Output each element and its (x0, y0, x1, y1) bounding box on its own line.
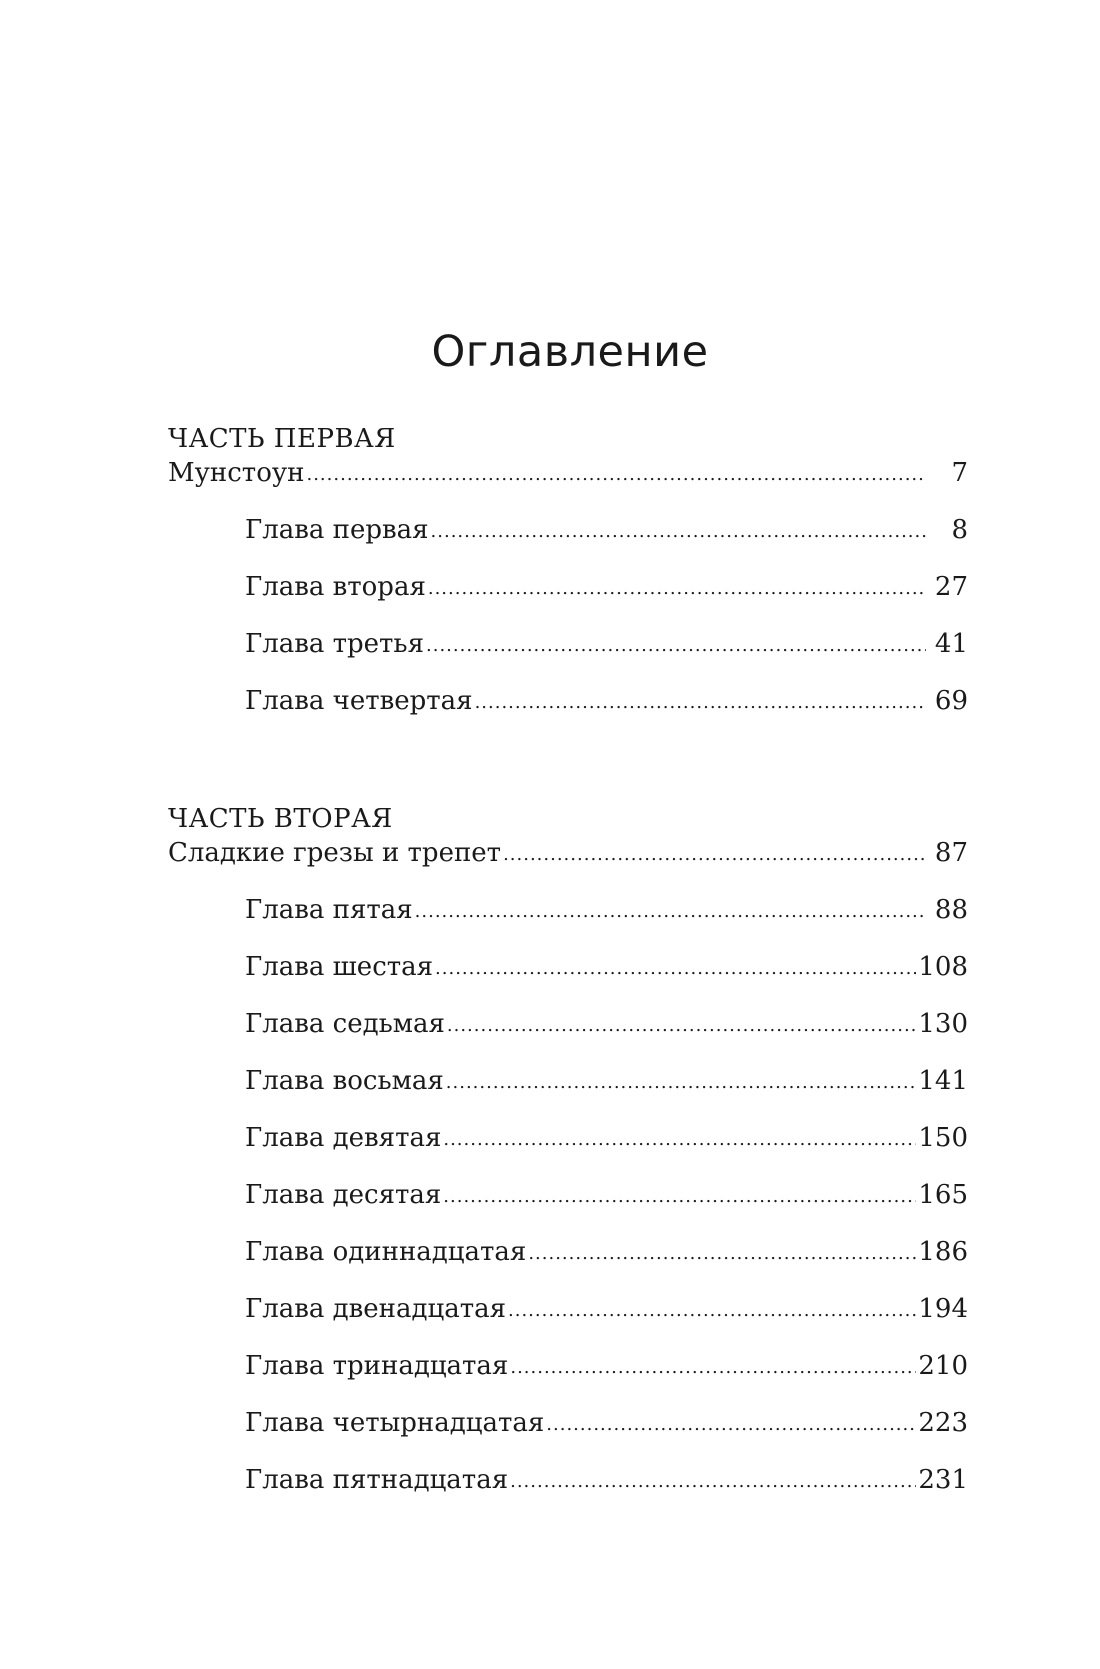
toc-page-number: 141 (918, 1066, 968, 1096)
page-title: Оглавление (431, 326, 709, 377)
dot-leader (510, 1348, 916, 1385)
dot-leader (546, 1405, 916, 1442)
dot-leader (475, 683, 926, 720)
toc-chapter-row[interactable] (245, 627, 968, 661)
dot-leader (426, 626, 926, 663)
toc-page-number: 130 (918, 1009, 968, 1039)
toc-chapter-row[interactable] (245, 1406, 968, 1440)
toc-chapter-row[interactable] (245, 893, 968, 927)
toc-page-number: 223 (918, 1408, 968, 1438)
toc-chapter-row[interactable] (245, 570, 968, 604)
toc-page-number: 8 (951, 515, 968, 545)
toc-chapter-title: Глава четырнадцатая (245, 1408, 545, 1438)
dot-leader (443, 1177, 916, 1214)
toc-chapter-row[interactable] (245, 1007, 968, 1041)
toc-chapter-title: Глава первая (245, 515, 429, 545)
toc-chapter-title: Глава тринадцатая (245, 1351, 509, 1381)
toc-chapter-row[interactable] (245, 1349, 968, 1383)
dot-leader (528, 1234, 916, 1271)
toc-section-row[interactable] (168, 456, 968, 490)
toc-page-number: 194 (918, 1294, 968, 1324)
toc-chapter-row[interactable] (245, 950, 968, 984)
toc-page-number: 88 (934, 895, 968, 925)
toc-page-number: 69 (934, 686, 968, 716)
toc-chapter-row[interactable] (245, 1178, 968, 1212)
toc-part-one (168, 422, 968, 718)
toc-section-title: Сладкие грезы и трепет (168, 838, 502, 868)
toc-chapter-title: Глава седьмая (245, 1009, 445, 1039)
toc-section-title: Мунстоун (168, 458, 305, 488)
toc-chapter-title: Глава шестая (245, 952, 434, 982)
toc-page-number: 41 (934, 629, 968, 659)
dot-leader (508, 1291, 916, 1328)
dot-leader (431, 512, 926, 549)
dot-leader (510, 1462, 916, 1499)
toc-page-number: 231 (918, 1465, 968, 1495)
toc-chapter-row[interactable] (245, 684, 968, 718)
toc-chapter-row[interactable] (245, 513, 968, 547)
toc-chapter-row[interactable] (245, 1121, 968, 1155)
toc-chapter-title: Глава пятнадцатая (245, 1465, 509, 1495)
toc-chapter-title: Глава пятая (245, 895, 413, 925)
toc-page-number: 150 (918, 1123, 968, 1153)
toc-page-number: 186 (918, 1237, 968, 1267)
dot-leader (435, 949, 916, 986)
part-label: ЧАСТЬ ВТОРАЯ (168, 804, 393, 834)
dot-leader (446, 1063, 917, 1100)
dot-leader (415, 892, 926, 929)
toc-page-number: 210 (918, 1351, 968, 1381)
toc-chapter-title: Глава десятая (245, 1180, 442, 1210)
toc-page-number: 165 (918, 1180, 968, 1210)
toc-page-number: 108 (918, 952, 968, 982)
dot-leader (428, 569, 926, 606)
toc-chapter-title: Глава одиннадцатая (245, 1237, 527, 1267)
part-label: ЧАСТЬ ПЕРВАЯ (168, 424, 396, 454)
dot-leader (306, 455, 926, 492)
toc-chapter-row[interactable] (245, 1292, 968, 1326)
toc-chapter-title: Глава четвертая (245, 686, 473, 716)
toc-chapter-row[interactable] (245, 1235, 968, 1269)
toc-chapter-title: Глава восьмая (245, 1066, 444, 1096)
toc-chapter-title: Глава двенадцатая (245, 1294, 507, 1324)
toc-page-number: 7 (951, 458, 968, 488)
toc-page-number: 87 (934, 838, 968, 868)
toc-section-row[interactable] (168, 836, 968, 870)
dot-leader (503, 835, 926, 872)
dot-leader (447, 1006, 916, 1043)
dot-leader (443, 1120, 916, 1157)
toc-chapter-title: Глава девятая (245, 1123, 442, 1153)
toc-part-two (168, 802, 968, 1497)
toc-chapter-title: Глава вторая (245, 572, 426, 602)
toc-chapter-row[interactable] (245, 1463, 968, 1497)
toc-chapter-title: Глава третья (245, 629, 424, 659)
toc-chapter-row[interactable] (245, 1064, 968, 1098)
toc-page-number: 27 (934, 572, 968, 602)
